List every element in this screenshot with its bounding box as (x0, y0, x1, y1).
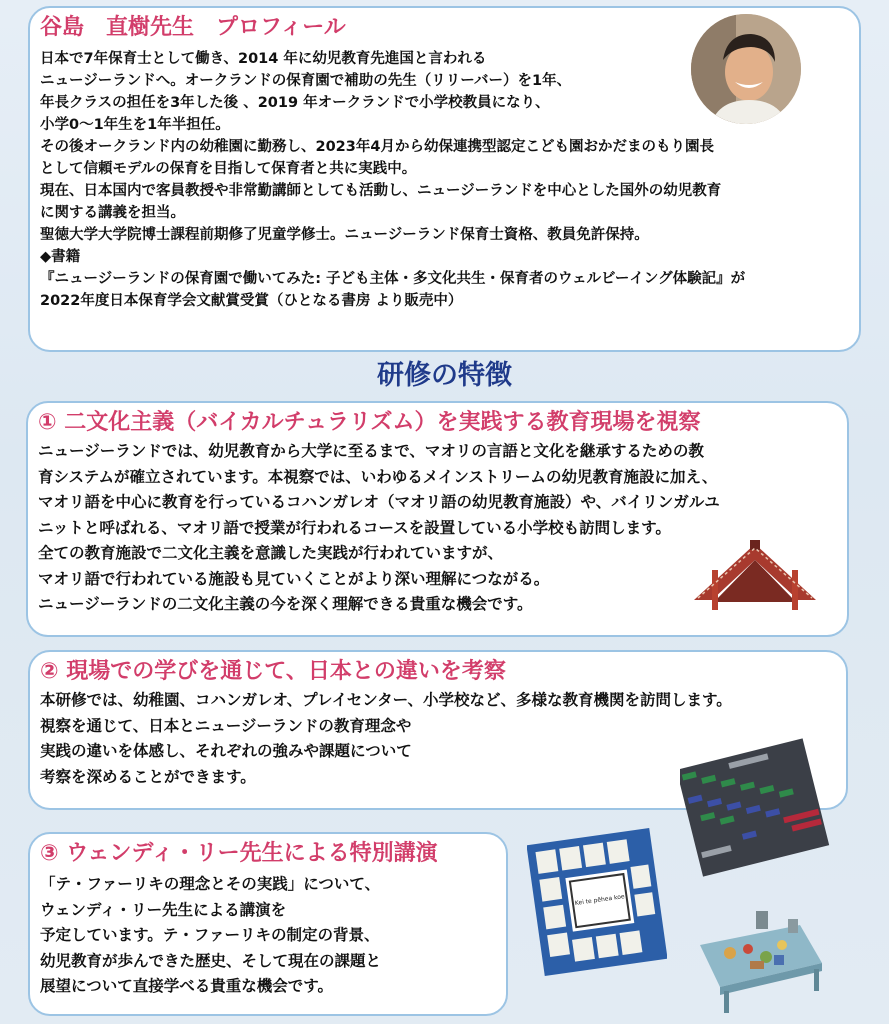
profile-text (40, 48, 745, 312)
classroom-board-photo (527, 828, 667, 976)
profile-line: 年長クラスの担任を3年した後 、2019 年オークランドで小学校教員になり、 (40, 95, 550, 111)
play-table-photo (690, 905, 830, 1015)
profile-line: として信頼モデルの保育を目指して保育者と共に実践中。 (40, 161, 417, 177)
feature-line: 予定しています。テ・ファーリキの制定の背景、 (40, 926, 380, 944)
profile-line: 小学0～1年生を1年半担任。 (40, 117, 230, 133)
profile-line: その後オークランド内の幼稚園に勤務し、2023年4月から幼保連携型認定こども園おかだまのもり園長 (40, 139, 714, 155)
profile-photo (691, 14, 801, 124)
feature-line: ニュージーランドの二文化主義の今を深く理解できる貴重な機会です。 (38, 595, 533, 613)
board-sign-text: Kei te pēhea koe (574, 893, 626, 908)
feature-line: 実践の違いを体感し、それぞれの強みや課題について (40, 742, 412, 760)
profile-line: 現在、日本国内で客員教授や非常勤講師としても活動し、ニュージーランドを中心とした国外の幼児教育 (40, 183, 722, 199)
profile-line: ◆書籍 (40, 249, 81, 265)
woven-pattern-illustration (680, 738, 830, 878)
feature-line: 育システムが確立されています。本視察では、いわゆるメインストリームの幼児教育施設に加え、 (38, 467, 718, 486)
feature-card-3 (28, 832, 508, 1016)
feature-title-2: ② 現場での学びを通じて、日本との違いを考察 (40, 659, 506, 684)
profile-line: 日本で7年保育士として働き、2014 年に幼児教育先進国と言われる (40, 51, 487, 67)
feature-line: ウェンディ・リー先生による講演を (40, 900, 287, 919)
feature-title-3: ③ ウェンディ・リー先生による特別講演 (40, 841, 438, 866)
feature-text-1 (38, 439, 720, 618)
feature-line: ニュージーランドでは、幼児教育から大学に至るまで、マオリの言語と文化を継承するための教 (38, 442, 704, 460)
profile-line: 『ニュージーランドの保育園で働いてみた: 子ども主体・多文化共生・保育者のウェルビーイング体験記』が (40, 271, 746, 287)
profile-line: 聖徳大学大学院博士課程前期修了児童学修士。ニュージーランド保育士資格、教員免許保持。 (40, 227, 649, 243)
feature-line: 幼児教育が歩んできた歴史、そして現在の課題と (40, 951, 382, 970)
profile-line: ニュージーランドへ。オークランドの保育園で補助の先生（リリーバー）を1年、 (40, 73, 572, 89)
feature-line: 視察を通じて、日本とニュージーランドの教育理念や (40, 716, 412, 735)
feature-title-1: ① 二文化主義（バイカルチュラリズム）を実践する教育現場を視察 (38, 410, 701, 435)
feature-line: 全ての教育施設で二文化主義を意識した実践が行われていますが、 (38, 544, 504, 562)
feature-line: ニットと呼ばれる、マオリ語で授業が行われるコースを設置している小学校も訪問します。 (38, 518, 671, 537)
feature-line: 考察を深めることができます。 (40, 767, 256, 786)
feature-line: マオリ語で行われている施設も見ていくことがより深い理解につながる。 (38, 569, 550, 588)
feature-line: 本研修では、幼稚園、コハンガレオ、プレイセンター、小学校など、多様な教育機関を訪問します。 (40, 691, 732, 709)
feature-line: マオリ語を中心に教育を行っているコハンガレオ（マオリ語の幼児教育施設）や、バイリンガルユ (38, 493, 720, 511)
feature-text-3 (40, 872, 381, 1000)
profile-line: 2022年度日本保育学会文献賞受賞（ひとなる書房 より販売中） (40, 293, 463, 309)
feature-line: 「テ・ファーリキの理念とその実践」について、 (40, 875, 381, 893)
feature-line: 展望について直接学べる貴重な機会です。 (40, 977, 333, 995)
meeting-house-illustration (690, 540, 820, 612)
feature-text-2 (40, 688, 732, 790)
features-heading: 研修の特徴 (377, 360, 512, 391)
profile-title: 谷島 直樹先生 プロフィール (40, 15, 346, 40)
profile-line: に関する講義を担当。 (40, 205, 185, 221)
